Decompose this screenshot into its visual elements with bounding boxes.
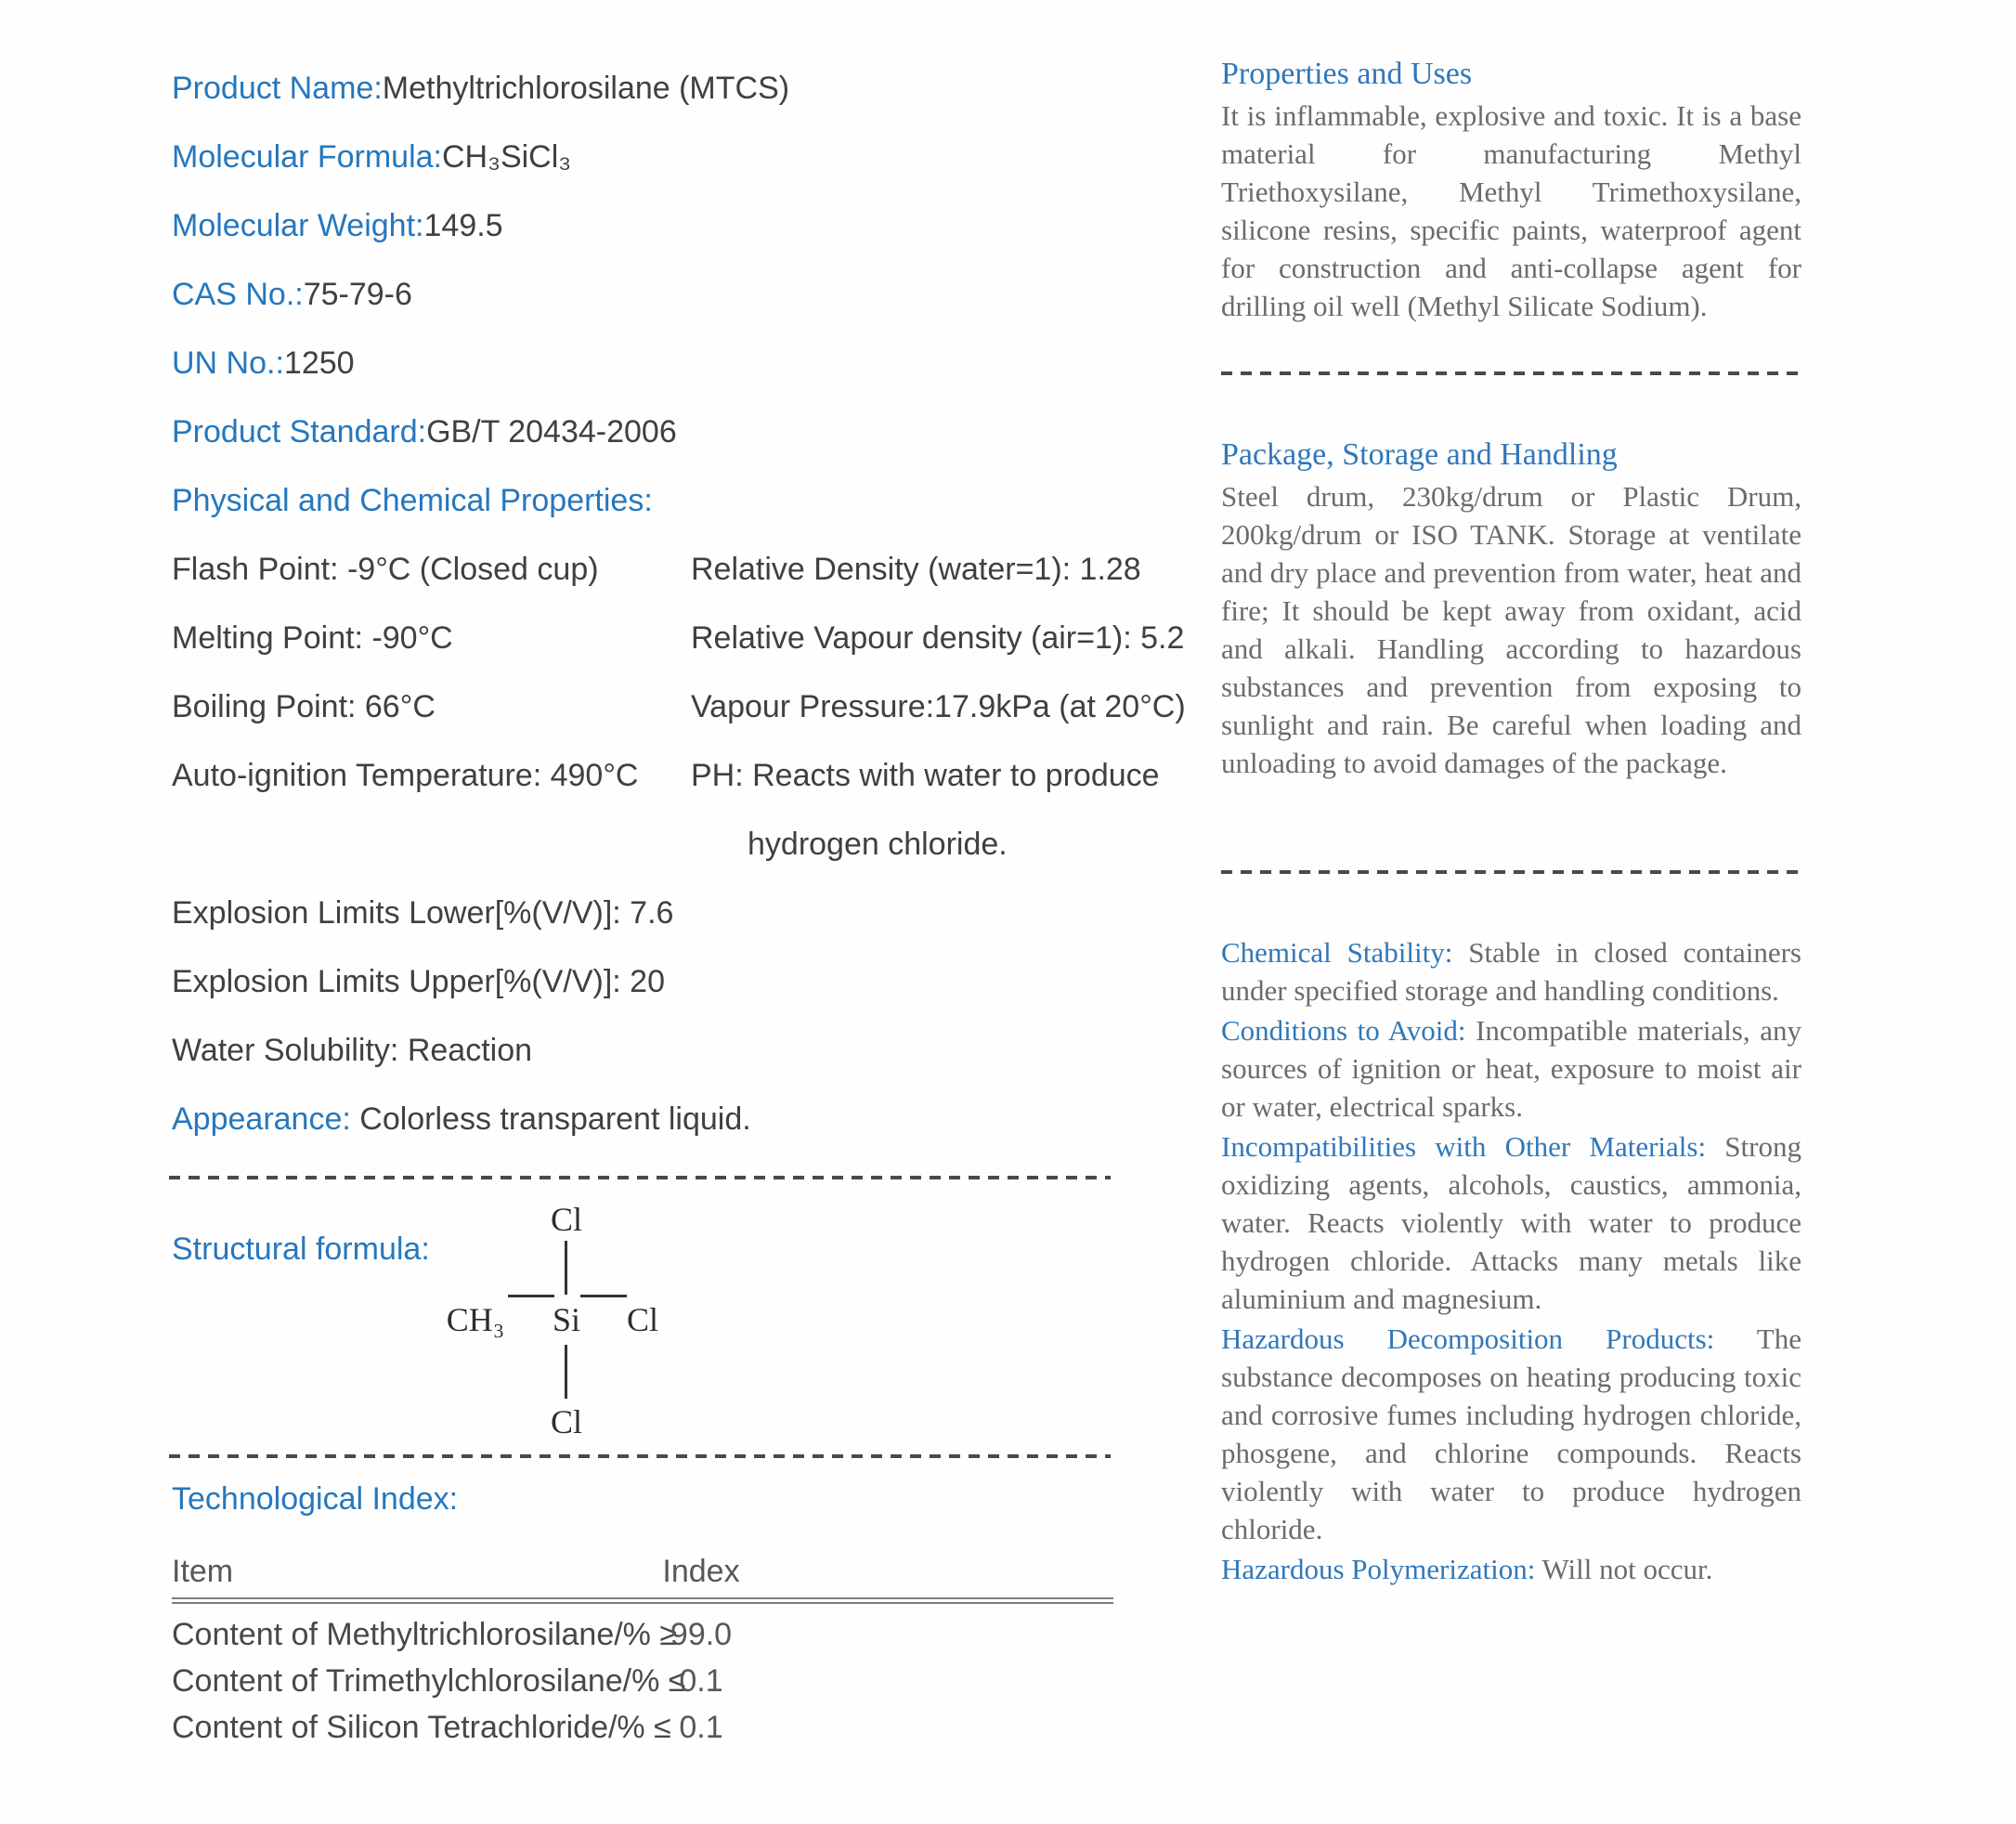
- field-row-molecular-formula: [172, 123, 1193, 191]
- property-cell: Boiling Point: 66°C: [172, 689, 436, 724]
- property-cell: PH: Reacts with water to produce: [691, 758, 1160, 793]
- dashed-divider: [169, 1454, 1111, 1458]
- field-label: Molecular Weight:: [172, 208, 424, 243]
- incompatibilities-lead: Incompatibilities with Other Materials:: [1221, 1130, 1707, 1163]
- hazardous-decomposition-lead: Hazardous Decomposition Products:: [1221, 1322, 1715, 1355]
- package-storage-text: Steel drum, 230kg/drum or Plastic Drum, 200kg/drum or ISO TANK. Storage at ventilate and dry place and prevention from water, heat and fire; It should be kept away from oxidant, acid and alkali. Handling according to hazardous substances and prevention from exposing to sunlight and rain. Be careful when loading and unloading to avoid damages of the package.: [1221, 480, 1801, 779]
- appearance-label: Appearance:: [172, 1101, 351, 1137]
- left-column: [172, 54, 1193, 1751]
- table-cell-index: 0.1: [679, 1663, 723, 1699]
- bond-vertical-top: [565, 1241, 567, 1295]
- field-row-molecular-weight: [172, 191, 1193, 260]
- structural-formula-label: Structural formula:: [172, 1231, 430, 1267]
- appearance-value: Colorless transparent liquid.: [350, 1101, 751, 1137]
- field-value: Methyltrichlorosilane (MTCS): [382, 71, 790, 106]
- table-body: [172, 1604, 1113, 1751]
- hazardous-decomposition-paragraph: [1221, 1320, 1801, 1548]
- conditions-to-avoid-paragraph: [1221, 1011, 1801, 1126]
- table-header-index: Index: [662, 1554, 740, 1589]
- incompatibilities-text: Strong oxidizing agents, alcohols, caustics, ammonia, water. Reacts violently with water to produce hydrogen chloride. Attacks many metals like aluminium and magnesium.: [1221, 1130, 1801, 1315]
- package-storage-heading: Package, Storage and Handling: [1221, 437, 1618, 472]
- bond-horizontal-left: [508, 1295, 554, 1297]
- conditions-to-avoid-lead: Conditions to Avoid:: [1221, 1014, 1466, 1047]
- property-cell: Flash Point: -9°C (Closed cup): [172, 552, 599, 587]
- hazardous-polymerization-paragraph: [1221, 1550, 1801, 1588]
- atom-cl-bottom: Cl: [550, 1403, 582, 1440]
- property-cell: Auto-ignition Temperature: 490°C: [172, 758, 639, 793]
- properties-uses-heading: Properties and Uses: [1221, 57, 1473, 91]
- field-value: 149.5: [423, 208, 503, 243]
- atom-si: Si: [552, 1301, 581, 1338]
- property-cell: Melting Point: -90°C: [172, 620, 453, 656]
- field-row-un-no: [172, 329, 1193, 397]
- field-value: 75-79-6: [303, 277, 412, 312]
- physical-properties-heading: Physical and Chemical Properties:: [172, 483, 653, 518]
- table-cell-item: Content of Trimethylchlorosilane/% ≤: [172, 1663, 686, 1699]
- field-label: Molecular Formula:: [172, 139, 442, 175]
- field-label: Product Standard:: [172, 414, 427, 449]
- atom-cl-right: Cl: [626, 1301, 658, 1338]
- chemical-stability-paragraph: [1221, 933, 1801, 1010]
- field-value: GB/T 20434-2006: [426, 414, 677, 449]
- incompatibilities-paragraph: [1221, 1127, 1801, 1318]
- properties-uses-text: It is inflammable, explosive and toxic. It is a base material for manufacturing Methyl Triethoxysilane, Methyl Trimethoxysilane, silicone resins, specific paints, waterproof agent for construction and anti-collapse agent for drilling oil well (Methyl Silicate Sodium).: [1221, 99, 1801, 322]
- dashed-divider: [1221, 371, 1801, 375]
- property-pair-row: [172, 672, 1193, 741]
- field-label: Product Name:: [172, 71, 383, 106]
- table-row: [172, 1658, 1113, 1704]
- hazardous-polymerization-lead: Hazardous Polymerization:: [1221, 1553, 1536, 1585]
- field-value: 1250: [283, 345, 355, 381]
- tech-index-heading: Technological Index:: [172, 1481, 459, 1517]
- chemical-stability-lead: Chemical Stability:: [1221, 936, 1453, 969]
- field-label: CAS No.:: [172, 277, 304, 312]
- field-row-product-standard: [172, 397, 1193, 466]
- structural-formula-diagram: [172, 1179, 1193, 1449]
- table-header-row: [172, 1545, 1113, 1604]
- atom-ch3: CH₃: [446, 1301, 505, 1338]
- field-label: UN No.:: [172, 345, 284, 381]
- field-row-product-name: [172, 54, 1193, 123]
- table-cell-index: 99.0: [670, 1617, 733, 1652]
- field-value: CH₃SiCl₃: [441, 139, 572, 175]
- tech-index-table: [172, 1545, 1113, 1751]
- property-line-water-solubility: Water Solubility: Reaction: [172, 1033, 533, 1068]
- property-cell: Vapour Pressure:17.9kPa (at 20°C): [691, 689, 1186, 724]
- bond-horizontal-right: [580, 1295, 627, 1297]
- table-cell-item: Content of Silicon Tetrachloride/% ≤: [172, 1710, 671, 1745]
- property-pair-row: [172, 535, 1193, 604]
- table-cell-item: Content of Methyltrichlorosilane/% ≥: [172, 1617, 678, 1652]
- table-row: [172, 1611, 1113, 1658]
- conditions-to-avoid-text: Incompatible materials, any sources of ignition or heat, exposure to moist air or water, electrical sparks.: [1221, 1014, 1801, 1123]
- property-pair-row: [172, 604, 1193, 672]
- atom-cl-top: Cl: [550, 1201, 582, 1238]
- chemical-stability-text: Stable in closed containers under specified storage and handling conditions.: [1221, 936, 1801, 1007]
- property-line-explosion-lower: Explosion Limits Lower[%(V/V)]: 7.6: [172, 895, 674, 931]
- table-row: [172, 1704, 1113, 1751]
- property-cell: Relative Vapour density (air=1): 5.2: [691, 620, 1185, 656]
- bond-vertical-bottom: [565, 1345, 567, 1399]
- right-column: [1221, 54, 1801, 1588]
- property-pair-row: [172, 741, 1193, 810]
- safety-sections: [1221, 933, 1801, 1588]
- hazardous-decomposition-text: The substance decomposes on heating producing toxic and corrosive fumes including hydrogen chloride, phosgene, and chlorine compounds. Reacts violently with water to produce hydrogen chloride.: [1221, 1322, 1801, 1545]
- hazardous-polymerization-text: Will not occur.: [1535, 1553, 1713, 1585]
- table-header-item: Item: [172, 1554, 234, 1589]
- ph-continuation-line: hydrogen chloride.: [748, 827, 1008, 862]
- field-row-appearance: [172, 1085, 1193, 1153]
- property-cell: Relative Density (water=1): 1.28: [691, 552, 1141, 587]
- property-line-explosion-upper: Explosion Limits Upper[%(V/V)]: 20: [172, 964, 665, 999]
- table-cell-index: 0.1: [679, 1710, 723, 1745]
- field-row-cas-no: [172, 260, 1193, 329]
- dashed-divider: [1221, 870, 1801, 874]
